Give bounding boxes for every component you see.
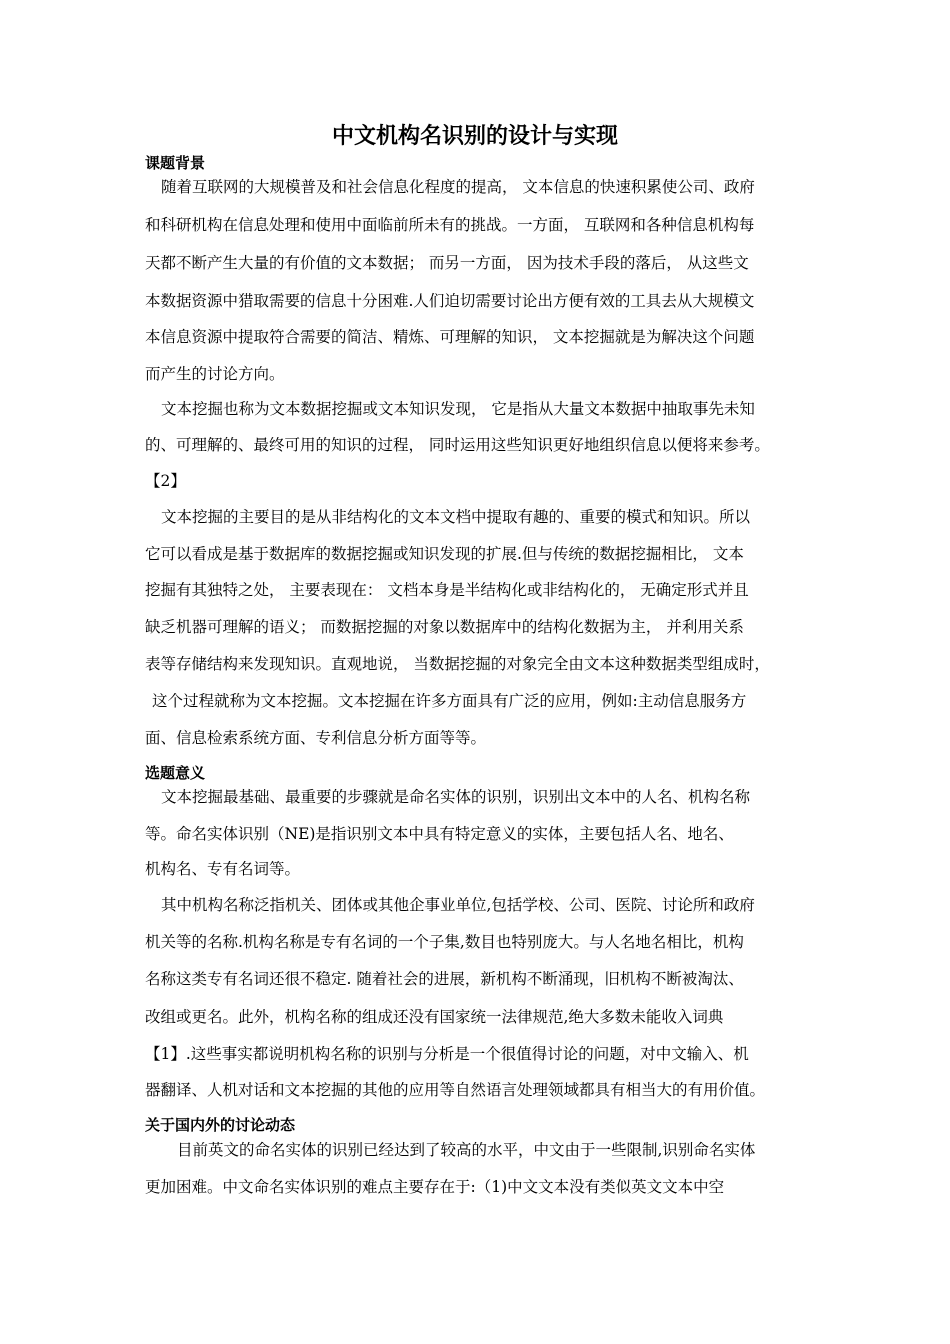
citation-line: 【2】	[145, 472, 186, 490]
paragraph-line: 的、可理解的、最终可用的知识的过程， 同时运用这些知识更好地组织信息以便将来参考。	[145, 436, 770, 454]
paragraph-line: 更加困难。中文命名实体识别的难点主要存在于:（1)中文文本没有类似英文文本中空	[145, 1178, 725, 1196]
paragraph-line: 这个过程就称为文本挖掘。文本挖掘在许多方面具有广泛的应用，例如:主动信息服务方	[152, 692, 747, 710]
paragraph-line: 本数据资源中猎取需要的信息十分困难.人们迫切需要讨论出方便有效的工具去从大规模文	[145, 292, 755, 310]
heading-research-status: 关于国内外的讨论动态	[145, 1116, 296, 1134]
paragraph-line: 本信息资源中提取符合需要的简洁、精炼、可理解的知识， 文本挖掘就是为解决这个问题	[145, 328, 755, 346]
paragraph-line: 随着互联网的大规模普及和社会信息化程度的提高， 文本信息的快速积累使公司、政府	[161, 178, 755, 196]
paragraph-line: 改组或更名。此外，机构名称的组成还没有国家统一法律规范,绝大多数未能收入词典	[145, 1008, 724, 1026]
paragraph-line: 天都不断产生大量的有价值的文本数据； 而另一方面， 因为技术手段的落后， 从这些文	[145, 254, 749, 272]
paragraph-line: 【1】.这些事实都说明机构名称的识别与分析是一个很值得讨论的问题，对中文输入、机	[145, 1045, 749, 1063]
paragraph-line: 表等存储结构来发现知识。直观地说， 当数据挖掘的对象完全由文本这种数据类型组成时，	[145, 655, 770, 673]
paragraph-line: 机关等的名称.机构名称是专有名词的一个子集,数目也特别庞大。与人名地名相比，机构	[145, 933, 744, 951]
paragraph-line: 目前英文的命名实体的识别已经达到了较高的水平，中文由于一些限制,识别命名实体	[177, 1141, 756, 1159]
paragraph-line: 缺乏机器可理解的语义； 而数据挖掘的对象以数据库中的结构化数据为主， 并利用关系	[145, 618, 744, 636]
paragraph-line: 其中机构名称泛指机关、团体或其他企事业单位,包括学校、公司、医院、讨论所和政府	[161, 896, 755, 914]
paragraph-line: 机构名、专有名词等。	[145, 860, 301, 878]
paragraph-line: 挖掘有其独特之处， 主要表现在： 文档本身是半结构化或非结构化的， 无确定形式并且	[145, 581, 749, 599]
paragraph-line: 文本挖掘的主要目的是从非结构化的文本文档中提取有趣的、重要的模式和知识。所以	[161, 508, 751, 526]
document-title: 中文机构名识别的设计与实现	[331, 124, 618, 149]
paragraph-line: 而产生的讨论方向。	[145, 365, 285, 383]
heading-significance: 选题意义	[145, 764, 206, 782]
heading-background: 课题背景	[145, 154, 206, 172]
paragraph-line: 面、信息检索系统方面、专利信息分析方面等等。	[145, 729, 487, 747]
paragraph-line: 名称这类专有名词还很不稳定. 随着社会的进展，新机构不断涌现，旧机构不断被淘汰、	[145, 970, 744, 988]
paragraph-line: 它可以看成是基于数据库的数据挖掘或知识发现的扩展.但与传统的数据挖掘相比， 文本	[145, 545, 744, 563]
paragraph-line: 和科研机构在信息处理和使用中面临前所未有的挑战。一方面， 互联网和各种信息机构每	[145, 216, 755, 234]
paragraph-line: 文本挖掘也称为文本数据挖掘或文本知识发现， 它是指从大量文本数据中抽取事先未知	[161, 400, 755, 418]
paragraph-line: 等。命名实体识别（NE)是指识别文本中具有特定意义的实体，主要包括人名、地名、	[145, 825, 734, 843]
paragraph-line: 文本挖掘最基础、最重要的步骤就是命名实体的识别，识别出文本中的人名、机构名称	[161, 788, 751, 806]
paragraph-line: 器翻译、人机对话和文本挖掘的其他的应用等自然语言处理领域都具有相当大的有用价值。	[145, 1081, 766, 1099]
